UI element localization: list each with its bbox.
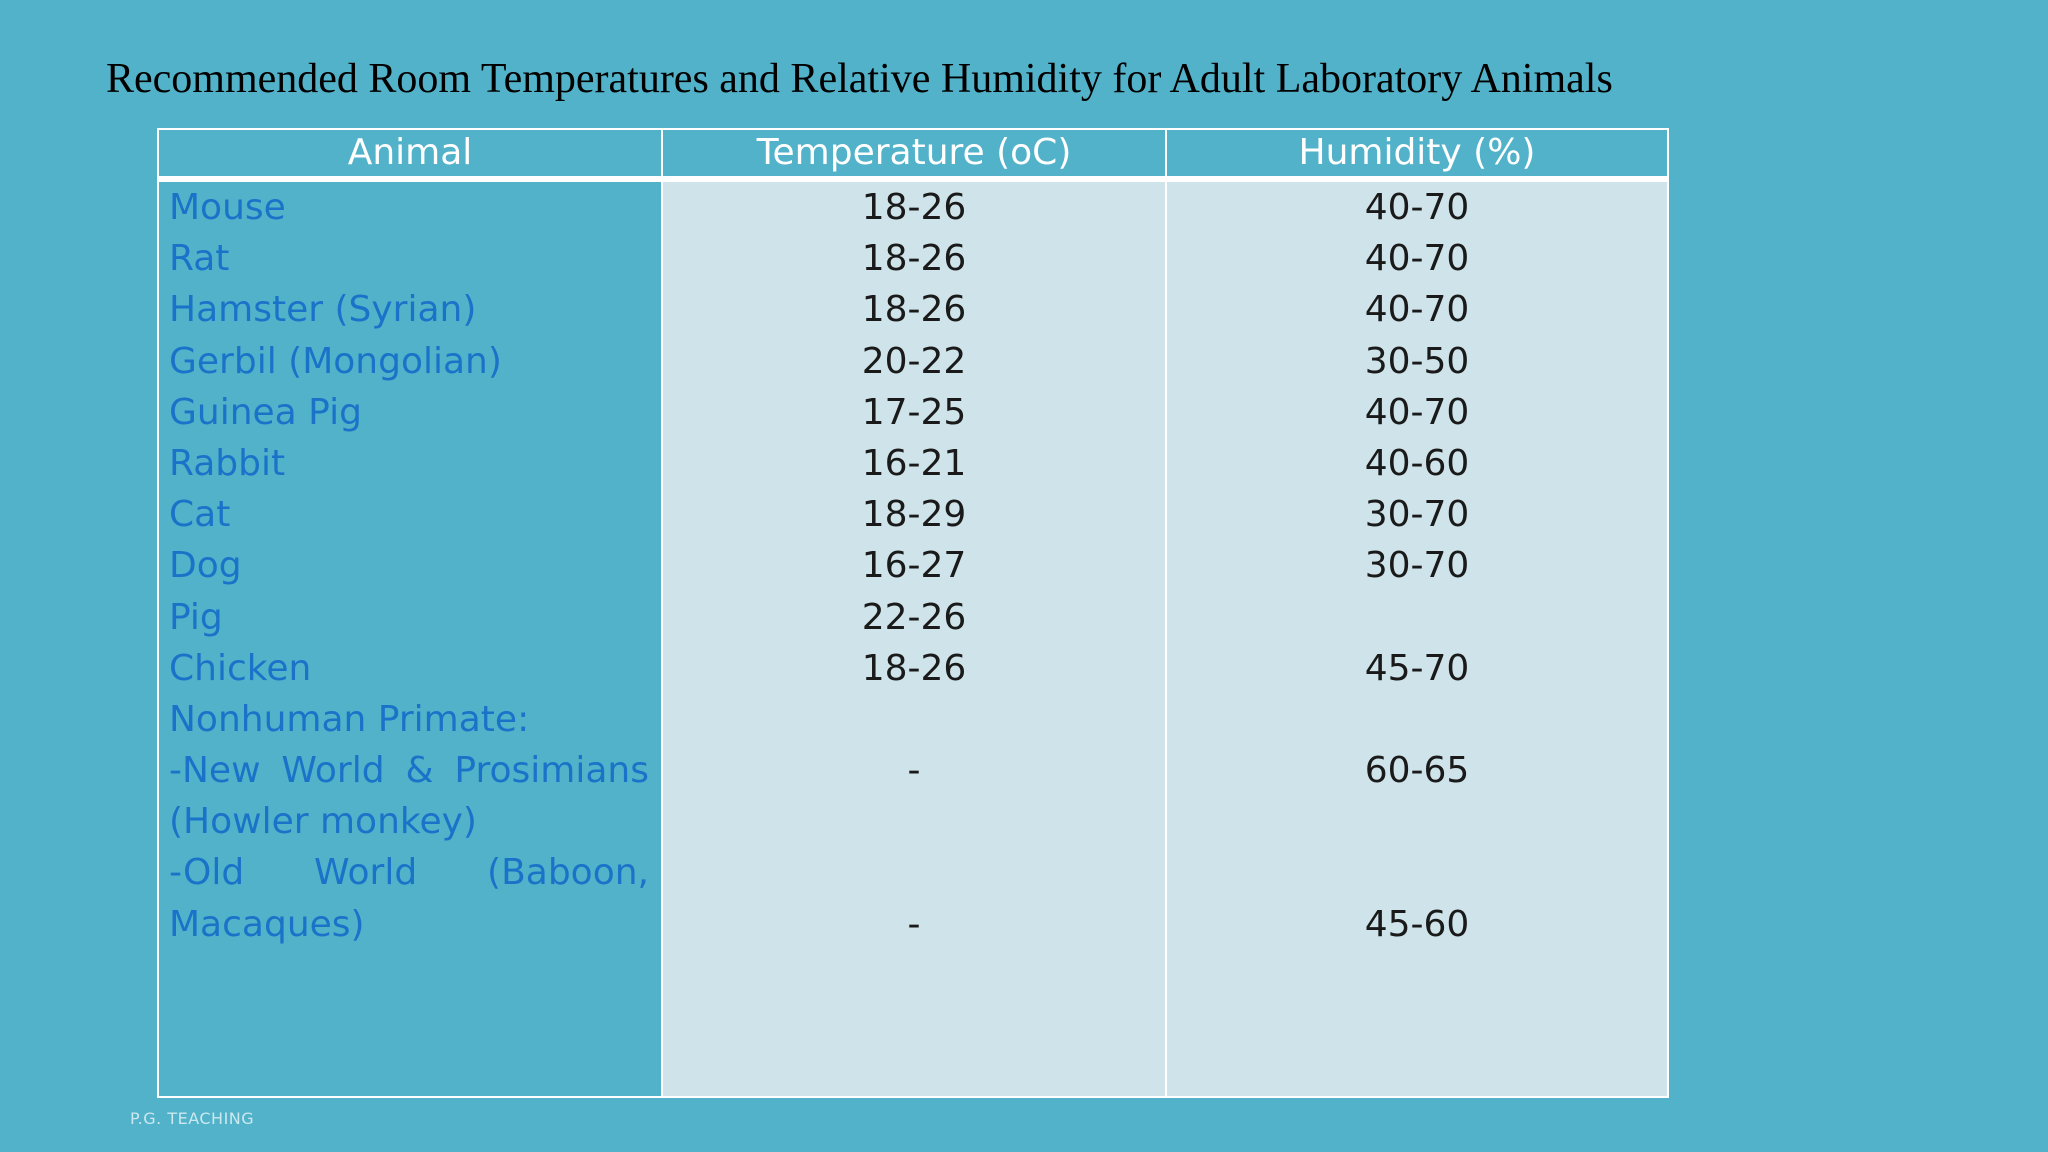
table-row [159, 284, 1667, 335]
column-divider-2 [1165, 130, 1167, 1096]
humidity-cell: 30-50 [1364, 340, 1470, 382]
humidity-cell: 60-65 [1364, 750, 1470, 792]
temperature-cell: 18-26 [861, 647, 967, 689]
header-animal: Animal [347, 132, 473, 173]
temperature-cell: - [907, 750, 921, 792]
humidity-cell: 45-70 [1364, 647, 1470, 689]
table-row [159, 336, 1667, 387]
humidity-cell [1167, 694, 1667, 745]
table-row [159, 438, 1667, 489]
column-divider-1 [661, 130, 663, 1096]
animal-cell: Cat [169, 494, 231, 536]
animal-cell: Rabbit [169, 442, 286, 484]
temperature-cell: 18-26 [861, 289, 967, 331]
animal-cell: -New World & Prosimians [169, 750, 649, 792]
temperature-cell [663, 694, 1165, 745]
temperature-cell: 20-22 [861, 340, 967, 382]
animal-cell: Pig [169, 596, 223, 638]
temperature-cell [663, 847, 1165, 898]
humidity-cell: 40-70 [1364, 238, 1470, 280]
animal-cell: Dog [169, 545, 242, 587]
animal-cell: Nonhuman Primate: [169, 698, 530, 740]
table-row [159, 694, 1667, 745]
animal-cell: Mouse [169, 187, 286, 228]
footer-label: P.G. TEACHING [130, 1109, 255, 1128]
table-row [159, 847, 1667, 898]
humidity-cell [1167, 796, 1667, 847]
temperature-cell: 17-25 [861, 391, 967, 433]
animal-conditions-table [157, 128, 1669, 1098]
animal-cell: Gerbil (Mongolian) [169, 340, 502, 382]
temperature-cell: - [907, 903, 921, 945]
table-row [159, 592, 1667, 643]
table-row [159, 745, 1667, 796]
table-row [159, 233, 1667, 284]
table-row [159, 643, 1667, 694]
humidity-cell: 40-60 [1364, 442, 1470, 484]
temperature-cell: 16-21 [861, 442, 967, 484]
table-row [159, 796, 1667, 847]
table-row [159, 540, 1667, 591]
temperature-cell: 16-27 [861, 545, 967, 587]
header-temperature: Temperature (oC) [756, 132, 1072, 173]
animal-cell: Rat [169, 238, 230, 280]
temperature-cell [663, 796, 1165, 847]
humidity-cell: 40-70 [1364, 187, 1470, 228]
humidity-cell: 45-60 [1364, 903, 1470, 945]
animal-cell: Hamster (Syrian) [169, 289, 477, 331]
table-body [159, 182, 1667, 950]
table-header-row [159, 130, 1667, 182]
table-row [159, 387, 1667, 438]
table-row [159, 182, 1667, 233]
table-row [159, 899, 1667, 950]
animal-cell: Chicken [169, 647, 312, 689]
humidity-cell: 30-70 [1364, 545, 1470, 587]
animal-cell: -Old World (Baboon, [169, 852, 649, 894]
humidity-cell: 40-70 [1364, 391, 1470, 433]
animal-cell: Macaques) [169, 903, 365, 945]
animal-cell: (Howler monkey) [169, 801, 477, 843]
animal-cell: Guinea Pig [169, 391, 362, 433]
humidity-cell: 30-70 [1364, 494, 1470, 536]
temperature-cell: 18-26 [861, 238, 967, 280]
table-row [159, 489, 1667, 540]
temperature-cell: 22-26 [861, 596, 967, 638]
temperature-cell: 18-29 [861, 494, 967, 536]
slide-title: Recommended Room Temperatures and Relative Humidity for Adult Laboratory Animals [106, 56, 1613, 102]
temperature-cell: 18-26 [861, 187, 967, 228]
humidity-cell [1167, 847, 1667, 898]
humidity-cell [1167, 592, 1667, 643]
humidity-cell: 40-70 [1364, 289, 1470, 331]
header-humidity: Humidity (%) [1298, 132, 1536, 173]
